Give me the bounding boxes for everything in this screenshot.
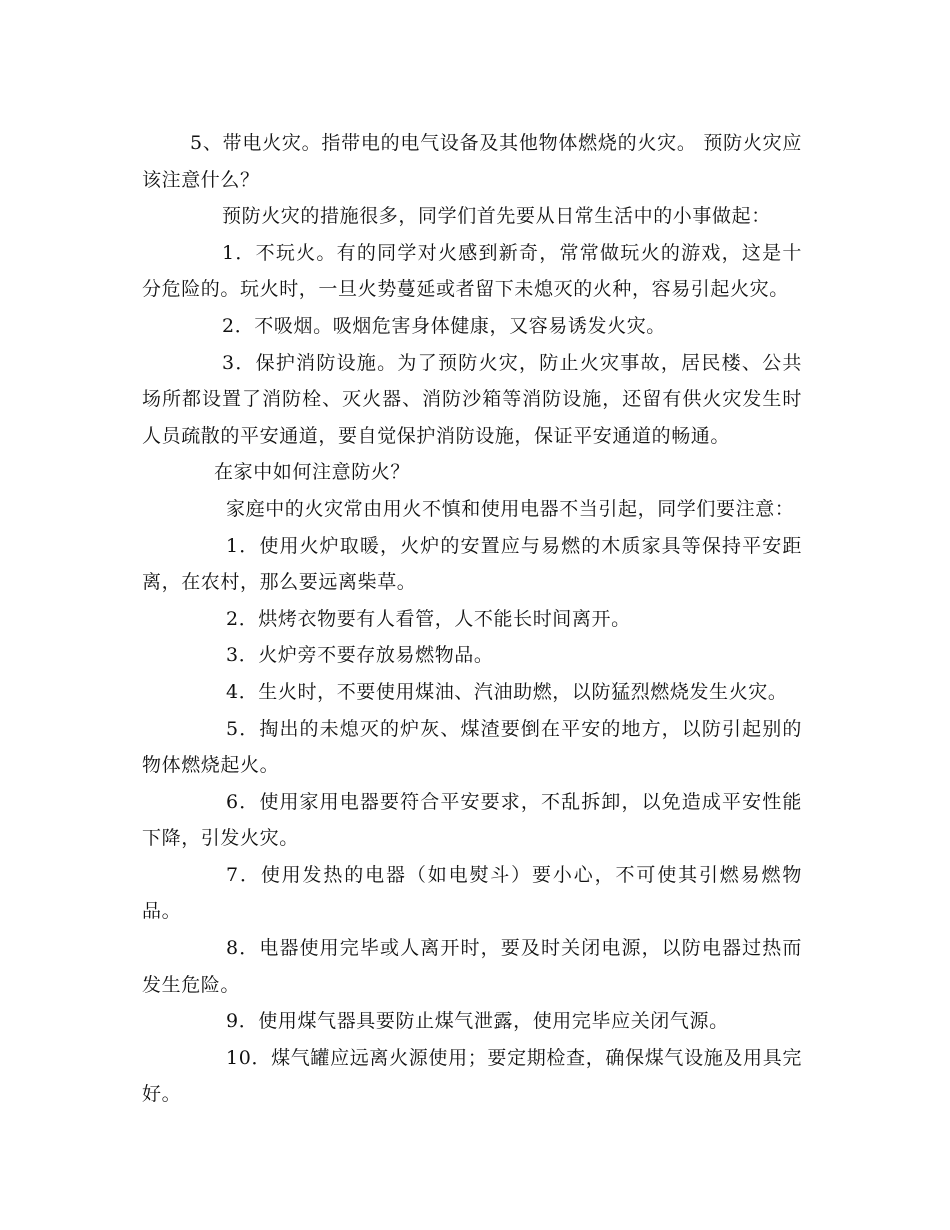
- list-item-stove: 1．使用火炉取暖，火炉的安置应与易燃的木质家具等保持平安距离，在农村，那么要远离柴草。: [142, 534, 802, 594]
- paragraph-prevention-intro: 预防火灾的措施很多，同学们首先要从日常生活中的小事做起：: [222, 205, 771, 228]
- list-item-appliances: 6．使用家用电器要符合平安要求，不乱拆卸，以免造成平安性能下降，引发火灾。: [142, 790, 802, 850]
- list-item-flammables: 3．火炉旁不要存放易燃物品。: [226, 644, 494, 667]
- paragraph-electrical-fire: 5、带电火灾。指带电的电气设备及其他物体燃烧的火灾。 预防火灾应该注意什么？: [142, 132, 802, 191]
- paragraph-protect-facilities: 3．保护消防设施。为了预防火灾，防止火灾事故，居民楼、公共场所都设置了消防栓、灭火器、消防沙箱等消防设施，还留有供火灾发生时人员疏散的平安通道，要自觉保护消防设施，保证平安通道的畅通。: [142, 351, 802, 447]
- paragraph-home-intro: 家庭中的火灾常由用火不慎和使用电器不当引起，同学们要注意：: [226, 497, 795, 520]
- list-item-heating-appliances: 7．使用发热的电器（如电熨斗）要小心，不可使其引燃易燃物品。: [142, 863, 802, 923]
- list-item-gas-leak: 9．使用煤气器具要防止煤气泄露，使用完毕应关闭气源。: [226, 1010, 729, 1033]
- list-item-accelerants: 4．生火时，不要使用煤油、汽油助燃，以防猛烈燃烧发生火灾。: [226, 680, 788, 703]
- document-body: [142, 125, 802, 1113]
- section-heading-home-fire: 在家中如何注意防火？: [214, 461, 411, 484]
- paragraph-no-smoking: 2．不吸烟。吸烟危害身体健康，又容易诱发火灾。: [222, 314, 666, 337]
- list-item-gas-tank: 10．煤气罐应远离火源使用；要定期检查，确保煤气设施及用具完好。: [142, 1046, 802, 1106]
- list-item-drying-clothes: 2．烘烤衣物要有人看管，人不能长时间离开。: [226, 607, 631, 630]
- paragraph-no-playing-fire: 1．不玩火。有的同学对火感到新奇，常常做玩火的游戏，这是十分危险的。玩火时，一旦火势蔓延或者留下未熄灭的火种，容易引起火灾。: [142, 241, 802, 301]
- list-item-power-off: 8．电器使用完毕或人离开时，要及时关闭电源，以防电器过热而发生危险。: [142, 937, 802, 996]
- list-item-ashes: 5．掏出的未熄灭的炉灰、煤渣要倒在平安的地方，以防引起别的物体燃烧起火。: [142, 717, 802, 777]
